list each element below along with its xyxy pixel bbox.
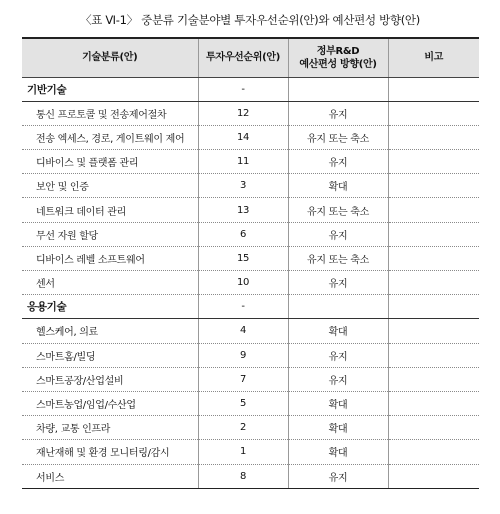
table-row [22,222,479,246]
table-row [22,198,479,222]
category-note [388,77,479,101]
item-budget: 확대 [288,440,388,464]
item-note [388,101,479,125]
item-budget: 확대 [288,416,388,440]
table-row [22,391,479,415]
item-budget: 확대 [288,391,388,415]
item-priority: 13 [198,198,288,222]
item-budget: 유지 [288,222,388,246]
category-priority: - [198,295,288,319]
item-name: 스마트홈/빌딩 [22,343,198,367]
category-name: 응용기술 [22,295,198,319]
item-name: 디바이스 레벨 소프트웨어 [22,246,198,270]
table-caption: 〈표 Ⅵ-1〉 중분류 기술분야별 투자우선순위(안)와 예산편성 방향(안) [80,13,420,27]
item-name: 차량, 교통 인프라 [22,416,198,440]
item-budget: 유지 [288,150,388,174]
category-row-basic [22,77,479,101]
item-priority: 7 [198,367,288,391]
table-row [22,150,479,174]
table-row [22,174,479,198]
header-budget-line2: 예산편성 방향(안) [299,58,377,70]
item-note [388,391,479,415]
item-budget: 유지 또는 축소 [288,198,388,222]
category-name: 기반기술 [22,77,198,101]
item-name: 통신 프로토콜 및 전송제어절차 [22,101,198,125]
category-budget [288,77,388,101]
header-note: 비고 [388,38,479,77]
table-row [22,464,479,488]
item-budget: 유지 [288,464,388,488]
item-budget: 유지 또는 축소 [288,125,388,149]
item-note [388,416,479,440]
item-name: 무선 자원 할당 [22,222,198,246]
header-budget [288,38,388,77]
item-note [388,271,479,295]
item-budget: 확대 [288,319,388,343]
item-budget: 유지 [288,271,388,295]
header-row [22,38,479,77]
item-name: 헬스케어, 의료 [22,319,198,343]
item-priority: 4 [198,319,288,343]
item-priority: 5 [198,391,288,415]
table-row [22,125,479,149]
item-name: 네트워크 데이터 관리 [22,198,198,222]
item-priority: 3 [198,174,288,198]
table-row [22,440,479,464]
item-note [388,367,479,391]
header-priority: 투자우선순위(안) [198,38,288,77]
item-note [388,198,479,222]
item-budget: 확대 [288,174,388,198]
category-note [388,295,479,319]
item-name: 서비스 [22,464,198,488]
item-budget: 유지 [288,101,388,125]
item-name: 전송 엑세스, 경로, 게이트웨이 제어 [22,125,198,149]
item-priority: 2 [198,416,288,440]
item-priority: 8 [198,464,288,488]
category-row-applied [22,295,479,319]
item-name: 재난재해 및 환경 모니터링/감시 [22,440,198,464]
category-priority: - [198,77,288,101]
item-note [388,319,479,343]
item-note [388,343,479,367]
item-name: 디바이스 및 플랫폼 관리 [22,150,198,174]
item-note [388,440,479,464]
table-row [22,343,479,367]
table-row [22,101,479,125]
item-priority: 6 [198,222,288,246]
item-note [388,174,479,198]
item-note [388,464,479,488]
item-priority: 14 [198,125,288,149]
item-name: 스마트농업/임업/수산업 [22,391,198,415]
table-row [22,319,479,343]
item-note [388,125,479,149]
category-budget [288,295,388,319]
item-name: 스마트공장/산업설비 [22,367,198,391]
item-name: 보안 및 인증 [22,174,198,198]
item-priority: 10 [198,271,288,295]
item-budget: 유지 [288,343,388,367]
item-budget: 유지 [288,367,388,391]
item-name: 센서 [22,271,198,295]
priority-table [22,37,479,489]
table-row [22,367,479,391]
item-budget: 유지 또는 축소 [288,246,388,270]
header-budget-line1: 정부R&D [316,45,360,57]
item-note [388,150,479,174]
item-priority: 15 [198,246,288,270]
item-priority: 12 [198,101,288,125]
item-note [388,222,479,246]
table-row [22,271,479,295]
item-note [388,246,479,270]
item-priority: 1 [198,440,288,464]
item-priority: 11 [198,150,288,174]
table-row [22,416,479,440]
table-row [22,246,479,270]
header-category: 기술분류(안) [22,38,198,77]
item-priority: 9 [198,343,288,367]
